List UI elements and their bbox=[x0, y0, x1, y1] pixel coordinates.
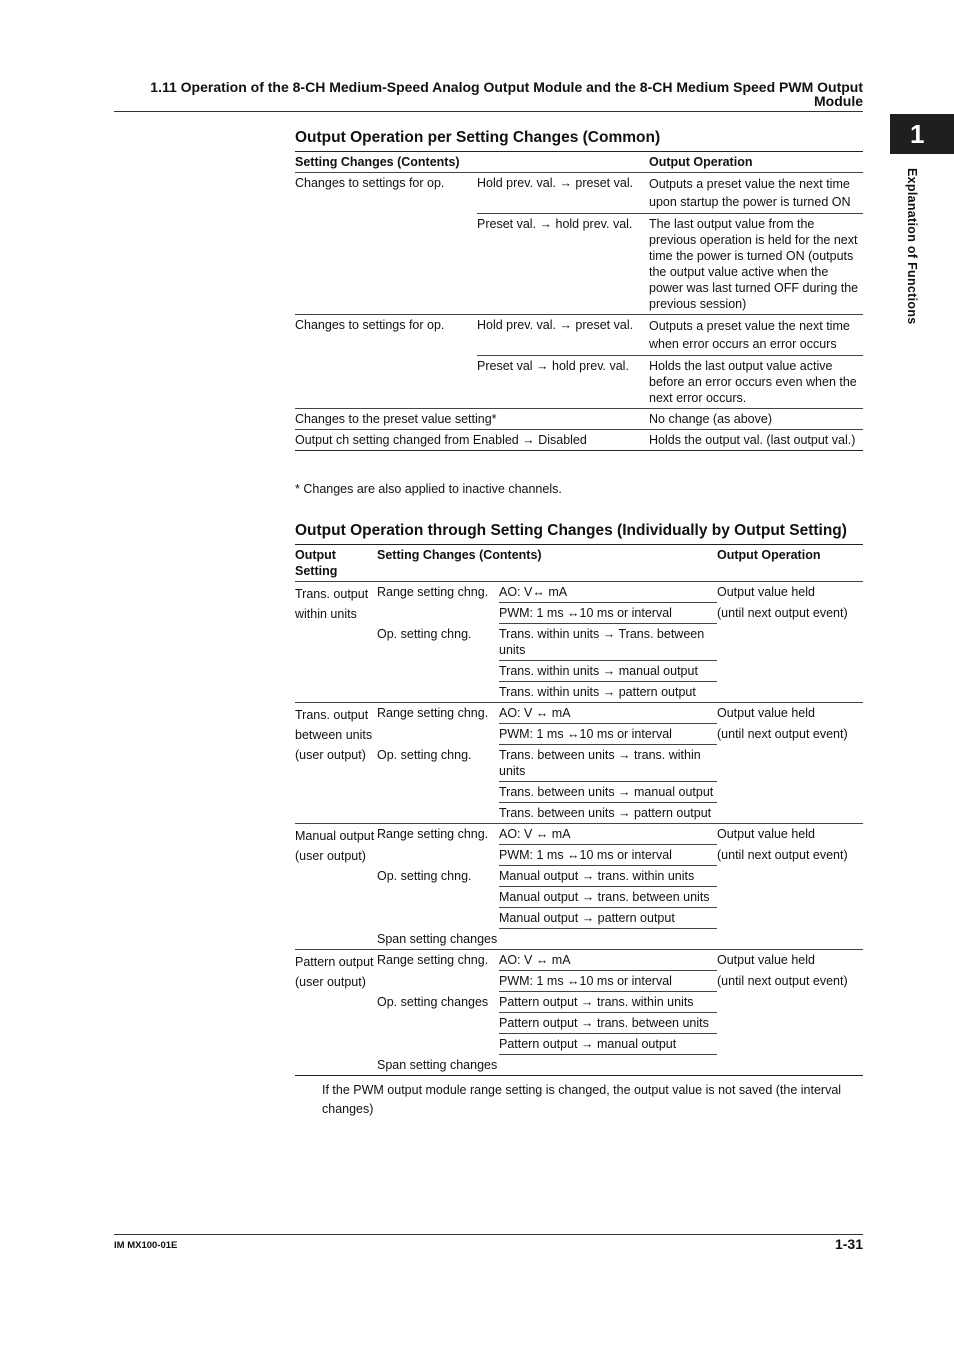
cell-output-held: Output value held bbox=[717, 827, 815, 841]
cell-output-setting bbox=[295, 703, 377, 824]
table-row bbox=[295, 950, 863, 971]
output-setting-line: between units bbox=[295, 728, 373, 742]
cell-output-held: Output value held bbox=[717, 585, 815, 599]
cell-operation: No change (as above) bbox=[649, 409, 863, 430]
cell-operation: Holds the last output value active before an error occurs even when the next error occurs. bbox=[649, 356, 863, 409]
cell-operation: Outputs a preset value the next time when error occurs an error occurs bbox=[649, 315, 863, 356]
individual-table bbox=[295, 544, 863, 1076]
footnote: * Changes are also applied to inactive channels. bbox=[295, 482, 562, 496]
cell-op-item: Trans. between units → trans. within units bbox=[499, 745, 717, 782]
cell-output-setting bbox=[295, 950, 377, 1076]
output-setting-line: Manual output bbox=[295, 829, 375, 843]
note-text: If the PWM output module range setting is changed, the output value is not saved (the interval changes) bbox=[322, 1083, 842, 1116]
cell-detail: Preset val → hold prev. val. bbox=[477, 356, 649, 409]
output-setting-line: within units bbox=[295, 607, 357, 621]
cell-op-item: Trans. within units → pattern output bbox=[499, 682, 717, 703]
table-row bbox=[295, 173, 863, 214]
footer-page-number: 1-31 bbox=[834, 1236, 863, 1252]
cell-ao: AO: V↔ mA bbox=[499, 582, 717, 603]
table-row bbox=[295, 703, 863, 724]
cell-range-change: Range setting chng. bbox=[377, 827, 489, 841]
cell-detail: Hold prev. val. → preset val. bbox=[477, 315, 649, 356]
cell-change: Output ch setting changed from Enabled → Disabled bbox=[295, 430, 649, 451]
cell-operation: The last output value from the previous operation is held for the next time the power is turned ON (outputs the output value active when the power was last turned OFF during the previous session) bbox=[649, 214, 863, 315]
header-title-line2: Module bbox=[814, 93, 863, 109]
cell-span-change: Span setting changes bbox=[377, 1055, 717, 1076]
header-setting-changes: Setting Changes (Contents) bbox=[377, 545, 717, 582]
output-setting-line: (user output) bbox=[295, 975, 366, 989]
output-setting-line: Trans. output bbox=[295, 708, 369, 722]
section1-title: Output Operation per Setting Changes (Common) bbox=[295, 129, 661, 146]
table-row bbox=[295, 430, 863, 451]
cell-op-change: Op. setting chng. bbox=[377, 624, 499, 703]
cell-operation: Holds the output val. (last output val.) bbox=[649, 430, 863, 451]
table-row bbox=[295, 582, 863, 603]
cell-ao: AO: V ↔ mA bbox=[499, 824, 717, 845]
cell-range-change: Range setting chng. bbox=[377, 953, 489, 967]
cell-op-item: Pattern output → manual output bbox=[499, 1034, 717, 1055]
side-label: Explanation of Functions bbox=[905, 168, 919, 325]
cell-pwm: PWM: 1 ms ↔10 ms or interval bbox=[499, 724, 717, 745]
cell-op-item: Trans. within units → manual output bbox=[499, 661, 717, 682]
cell-op-item: Trans. between units → pattern output bbox=[499, 803, 717, 824]
header-output-operation: Output Operation bbox=[649, 152, 863, 173]
output-setting-line: Pattern output bbox=[295, 955, 374, 969]
cell-range-change: Range setting chng. bbox=[377, 585, 489, 599]
cell-pwm: PWM: 1 ms ↔10 ms or interval bbox=[499, 603, 717, 624]
page-header bbox=[114, 80, 863, 112]
cell-ao: AO: V ↔ mA bbox=[499, 950, 717, 971]
output-setting-line: Trans. output bbox=[295, 587, 369, 601]
output-setting-line: (user output) bbox=[295, 849, 366, 863]
cell-op-item: Manual output → pattern output bbox=[499, 908, 717, 929]
cell-until-next: (until next output event) bbox=[717, 971, 863, 1076]
groups-body bbox=[295, 582, 863, 1076]
cell-range-change: Range setting chng. bbox=[377, 706, 489, 720]
cell-change: Changes to settings for op. bbox=[295, 173, 477, 315]
header-output-setting: Output Setting bbox=[295, 545, 377, 582]
table-header-row bbox=[295, 545, 863, 582]
common-table bbox=[295, 151, 863, 451]
cell-output-held: Output value held bbox=[717, 953, 815, 967]
output-setting-line: (user output) bbox=[295, 748, 366, 762]
table-row bbox=[295, 409, 863, 430]
cell-op-item: Pattern output → trans. between units bbox=[499, 1013, 717, 1034]
cell-pwm: PWM: 1 ms ↔10 ms or interval bbox=[499, 971, 717, 992]
cell-op-change: Op. setting chng. bbox=[377, 868, 472, 883]
cell-output-held: Output value held bbox=[717, 706, 815, 720]
cell-until-next: (until next output event) bbox=[717, 724, 863, 824]
cell-operation: Outputs a preset value the next time upon startup the power is turned ON bbox=[649, 173, 863, 214]
cell-op-item: Manual output → trans. within units bbox=[499, 866, 717, 887]
footer-rule bbox=[114, 1234, 863, 1235]
chapter-tab: 1 bbox=[890, 114, 954, 154]
cell-ao: AO: V ↔ mA bbox=[499, 703, 717, 724]
header-setting-changes: Setting Changes (Contents) bbox=[295, 152, 649, 173]
cell-until-next: (until next output event) bbox=[717, 845, 863, 950]
table-row bbox=[295, 824, 863, 845]
cell-op-item: Trans. between units → manual output bbox=[499, 782, 717, 803]
cell-until-next: (until next output event) bbox=[717, 603, 863, 703]
header-title-line1: 1.11 Operation of the 8-CH Medium-Speed Analog Output Module and the 8-CH Medium Speed PWM Output bbox=[150, 79, 863, 95]
header-output-operation: Output Operation bbox=[717, 545, 863, 582]
table-header-row bbox=[295, 152, 863, 173]
cell-op-item: Manual output → trans. between units bbox=[499, 887, 717, 908]
cell-span-change: Span setting changes bbox=[377, 929, 717, 950]
cell-op-item: Pattern output → trans. within units bbox=[499, 992, 717, 1013]
cell-op-change: Op. setting chng. bbox=[377, 745, 499, 824]
footer-doc-id: IM MX100-01E bbox=[114, 1240, 178, 1251]
cell-output-setting bbox=[295, 824, 377, 950]
cell-output-setting bbox=[295, 582, 377, 703]
section2-title: Output Operation through Setting Changes (Individually by Output Setting) bbox=[295, 522, 847, 539]
cell-op-change: Op. setting changes bbox=[377, 994, 489, 1009]
cell-pwm: PWM: 1 ms ↔10 ms or interval bbox=[499, 845, 717, 866]
cell-change: Changes to the preset value setting* bbox=[295, 409, 649, 430]
table-row bbox=[295, 315, 863, 356]
cell-op-item: Trans. within units → Trans. between units bbox=[499, 624, 717, 661]
cell-detail: Preset val. → hold prev. val. bbox=[477, 214, 649, 315]
cell-detail: Hold prev. val. → preset val. bbox=[477, 173, 649, 214]
cell-change: Changes to settings for op. bbox=[295, 315, 477, 409]
